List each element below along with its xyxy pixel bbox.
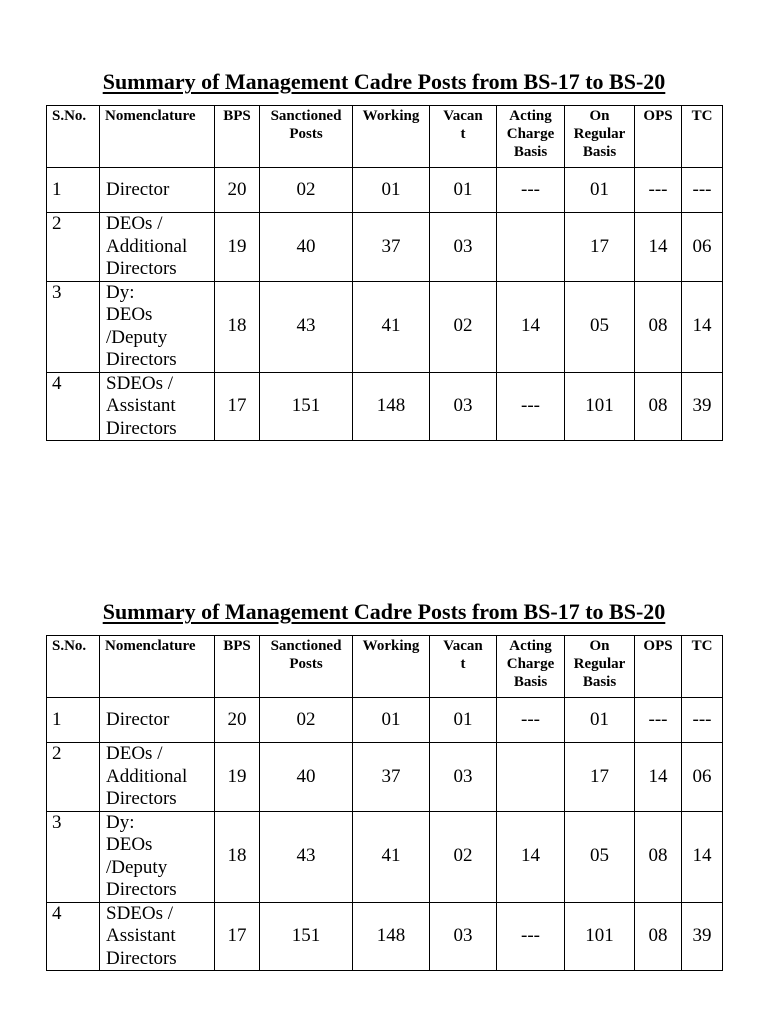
table-row: [47, 902, 723, 971]
cell-sanctioned: 151: [260, 902, 353, 971]
header-acting-line: Basis: [513, 674, 548, 690]
cell-tc: ---: [682, 698, 723, 743]
header-sanctioned-line: Posts: [289, 126, 323, 142]
nomenclature-line: Dy:: [106, 281, 135, 303]
cell-sanctioned: 151: [260, 372, 353, 441]
header-tc: TC: [682, 636, 723, 698]
cell-nomenclature: [100, 811, 215, 902]
cell-acting: [497, 213, 565, 282]
cell-regular: 17: [565, 743, 635, 812]
cell-tc: 39: [682, 372, 723, 441]
cell-regular: 17: [565, 213, 635, 282]
table-row: [47, 811, 723, 902]
cell-sno: 4: [47, 372, 100, 441]
nomenclature-line: Additional: [106, 765, 188, 787]
cell-working: 41: [353, 281, 430, 372]
cell-sno: 1: [47, 168, 100, 213]
cell-nomenclature: [100, 902, 215, 971]
cell-ops: 14: [635, 213, 682, 282]
cell-bps: 17: [215, 372, 260, 441]
summary-section-2: [46, 598, 722, 971]
header-regular-line: On: [589, 108, 610, 124]
cell-acting: 14: [497, 811, 565, 902]
table-row: [47, 168, 723, 213]
cell-working: 148: [353, 902, 430, 971]
cell-vacant: 03: [430, 902, 497, 971]
cell-tc: 06: [682, 213, 723, 282]
cell-regular: 01: [565, 168, 635, 213]
cell-working: 01: [353, 168, 430, 213]
cell-bps: 20: [215, 698, 260, 743]
cell-nomenclature: [100, 698, 215, 743]
cell-vacant: 01: [430, 168, 497, 213]
cell-acting: ---: [497, 372, 565, 441]
header-regular-line: Basis: [582, 674, 617, 690]
nomenclature-line: SDEOs /: [106, 902, 174, 924]
nomenclature-line: DEOs: [106, 834, 153, 855]
nomenclature-line: Directors: [106, 349, 177, 370]
nomenclature-line: Assistant: [106, 395, 176, 416]
cell-working: 37: [353, 213, 430, 282]
header-working: Working: [353, 106, 430, 168]
cell-sanctioned: 02: [260, 168, 353, 213]
cell-sno: 4: [47, 902, 100, 971]
cell-regular: 101: [565, 902, 635, 971]
nomenclature-line: DEOs: [106, 304, 153, 325]
cell-vacant: 01: [430, 698, 497, 743]
header-tc: TC: [682, 106, 723, 168]
header-sanctioned-line: Sanctioned: [270, 638, 342, 654]
header-ops: OPS: [635, 636, 682, 698]
nomenclature-line: Additional: [106, 235, 188, 257]
nomenclature-line: DEOs /: [106, 213, 163, 234]
cell-bps: 19: [215, 743, 260, 812]
cell-sno: 3: [47, 811, 100, 902]
cell-nomenclature: [100, 213, 215, 282]
header-vacant-line: t: [460, 656, 466, 672]
cell-tc: 06: [682, 743, 723, 812]
nomenclature-line: Assistant: [106, 925, 176, 946]
header-vacant: [430, 636, 497, 698]
cell-working: 01: [353, 698, 430, 743]
cell-nomenclature: [100, 281, 215, 372]
cell-sno: 2: [47, 213, 100, 282]
cell-acting: ---: [497, 902, 565, 971]
cell-nomenclature: [100, 168, 215, 213]
header-acting-line: Acting: [509, 108, 552, 124]
header-regular-basis: [565, 106, 635, 168]
cadre-posts-table: [46, 635, 723, 971]
header-acting-line: Acting: [509, 638, 552, 654]
header-row: [47, 106, 723, 168]
cell-ops: ---: [635, 698, 682, 743]
document-title: Summary of Management Cadre Posts from BS-17 to BS-20: [102, 69, 666, 94]
header-acting-line: Basis: [513, 144, 548, 160]
header-nomenclature: Nomenclature: [100, 106, 215, 168]
header-sno: S.No.: [47, 106, 100, 168]
cell-working: 37: [353, 743, 430, 812]
cell-vacant: 02: [430, 811, 497, 902]
header-sanctioned-line: Posts: [289, 656, 323, 672]
document-title: Summary of Management Cadre Posts from BS-17 to BS-20: [102, 599, 666, 624]
nomenclature-line: Dy:: [106, 811, 135, 833]
header-regular-line: Regular: [573, 126, 626, 142]
header-acting-charge: [497, 106, 565, 168]
cell-ops: 14: [635, 743, 682, 812]
cell-acting: ---: [497, 168, 565, 213]
header-sanctioned: [260, 106, 353, 168]
cell-ops: 08: [635, 902, 682, 971]
cell-sno: 1: [47, 698, 100, 743]
cell-regular: 01: [565, 698, 635, 743]
header-vacant: [430, 106, 497, 168]
table-row: [47, 213, 723, 282]
cell-bps: 20: [215, 168, 260, 213]
cell-tc: ---: [682, 168, 723, 213]
cell-nomenclature: [100, 372, 215, 441]
nomenclature-line: /Deputy: [106, 856, 168, 878]
cell-vacant: 03: [430, 372, 497, 441]
table-row: [47, 743, 723, 812]
header-regular-basis: [565, 636, 635, 698]
cadre-posts-table: [46, 105, 723, 441]
header-vacant-line: Vacan: [443, 638, 483, 654]
nomenclature-line: /Deputy: [106, 326, 168, 348]
nomenclature-line: Directors: [106, 417, 177, 439]
nomenclature-line: Director: [106, 178, 170, 200]
cell-sanctioned: 02: [260, 698, 353, 743]
nomenclature-line: DEOs /: [106, 743, 163, 764]
header-vacant-line: Vacan: [443, 108, 483, 124]
nomenclature-line: Directors: [106, 788, 177, 809]
cell-regular: 05: [565, 811, 635, 902]
header-acting-line: Charge: [506, 656, 555, 672]
cell-bps: 17: [215, 902, 260, 971]
cell-vacant: 03: [430, 743, 497, 812]
cell-ops: 08: [635, 281, 682, 372]
header-row: [47, 636, 723, 698]
cell-sanctioned: 43: [260, 281, 353, 372]
header-bps: BPS: [215, 636, 260, 698]
cell-sno: 3: [47, 281, 100, 372]
cell-ops: 08: [635, 811, 682, 902]
cell-bps: 18: [215, 281, 260, 372]
cell-tc: 14: [682, 811, 723, 902]
cell-acting: ---: [497, 698, 565, 743]
summary-section-1: [46, 68, 722, 441]
cell-regular: 101: [565, 372, 635, 441]
header-nomenclature: Nomenclature: [100, 636, 215, 698]
cell-working: 41: [353, 811, 430, 902]
cell-tc: 14: [682, 281, 723, 372]
nomenclature-line: Director: [106, 708, 170, 730]
nomenclature-line: Directors: [106, 879, 177, 900]
cell-sanctioned: 40: [260, 743, 353, 812]
header-sno: S.No.: [47, 636, 100, 698]
cell-tc: 39: [682, 902, 723, 971]
cell-sanctioned: 43: [260, 811, 353, 902]
cell-acting: [497, 743, 565, 812]
cell-ops: 08: [635, 372, 682, 441]
cell-bps: 18: [215, 811, 260, 902]
cell-ops: ---: [635, 168, 682, 213]
header-bps: BPS: [215, 106, 260, 168]
nomenclature-line: SDEOs /: [106, 372, 174, 394]
header-sanctioned: [260, 636, 353, 698]
table-row: [47, 698, 723, 743]
table-row: [47, 372, 723, 441]
header-acting-line: Charge: [506, 126, 555, 142]
nomenclature-line: Directors: [106, 258, 177, 279]
cell-bps: 19: [215, 213, 260, 282]
header-sanctioned-line: Sanctioned: [270, 108, 342, 124]
cell-nomenclature: [100, 743, 215, 812]
header-ops: OPS: [635, 106, 682, 168]
cell-vacant: 02: [430, 281, 497, 372]
header-working: Working: [353, 636, 430, 698]
header-acting-charge: [497, 636, 565, 698]
cell-sno: 2: [47, 743, 100, 812]
header-vacant-line: t: [460, 126, 466, 142]
header-regular-line: Basis: [582, 144, 617, 160]
cell-working: 148: [353, 372, 430, 441]
header-regular-line: Regular: [573, 656, 626, 672]
cell-sanctioned: 40: [260, 213, 353, 282]
cell-regular: 05: [565, 281, 635, 372]
table-row: [47, 281, 723, 372]
cell-vacant: 03: [430, 213, 497, 282]
cell-acting: 14: [497, 281, 565, 372]
header-regular-line: On: [589, 638, 610, 654]
nomenclature-line: Directors: [106, 947, 177, 969]
